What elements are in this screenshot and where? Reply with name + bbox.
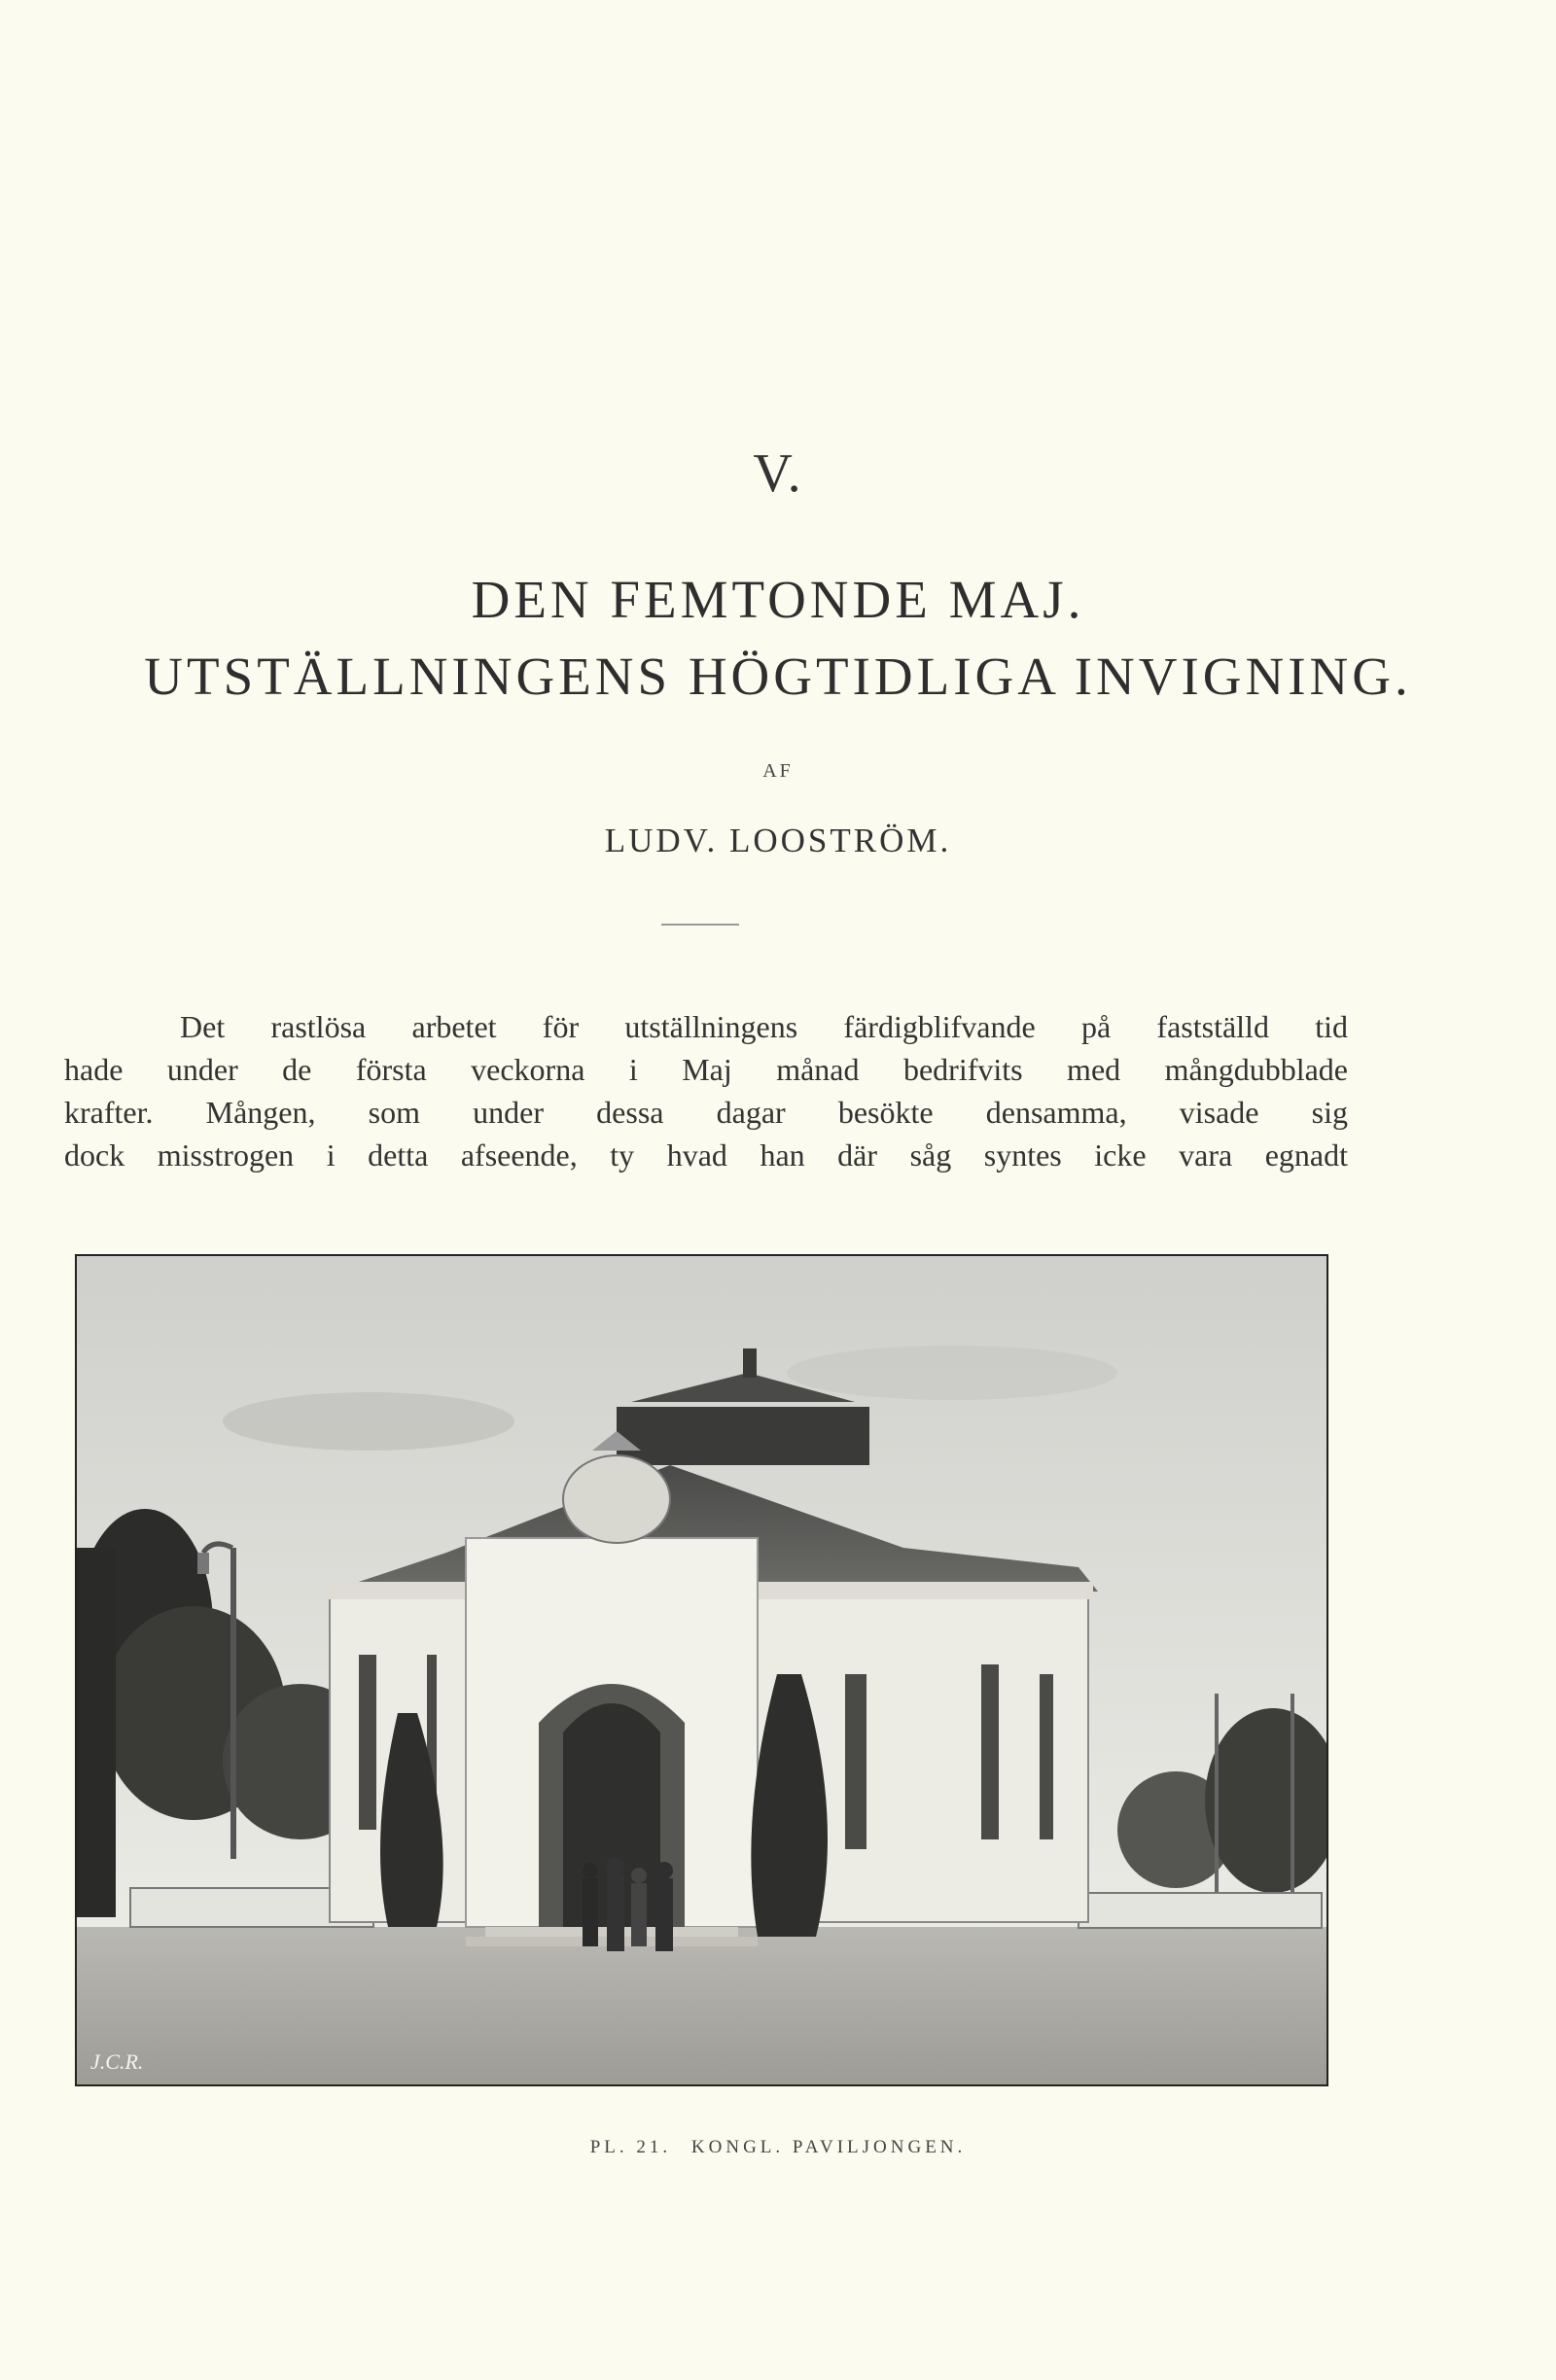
plate-label: PL. 21. xyxy=(589,2137,672,2157)
chapter-title-line-1: DEN FEMTONDE MAJ. xyxy=(471,570,1085,629)
plaza-ground xyxy=(77,1927,1326,2084)
paragraph-line: Det rastlösa arbetet för utställningens färdigblifvande på fastställd tid xyxy=(180,1009,1348,1044)
artist-monogram: J.C.R. xyxy=(90,2049,144,2074)
paragraph-line: dock misstrogen i detta afseende, ty hvad han där såg syntes icke vara egnadt xyxy=(64,1138,1348,1172)
section-divider xyxy=(661,924,739,926)
byline-prefix: AF xyxy=(762,760,794,782)
body-paragraph xyxy=(64,1005,1348,1176)
plate-caption xyxy=(0,2137,1556,2158)
author-name: LUDV. LOOSTRÖM. xyxy=(604,822,952,859)
paragraph-line: krafter. Mången, som under dessa dagar besökte densamma, visade sig xyxy=(64,1095,1348,1130)
pavilion-photograph xyxy=(75,1254,1328,2086)
plate-subject: KONGL. PAVILJONGEN. xyxy=(690,2137,967,2157)
chapter-title-line-2: UTSTÄLLNINGENS HÖGTIDLIGA INVIGNING. xyxy=(144,647,1412,706)
pavilion-illustration xyxy=(77,1256,1326,2084)
paragraph-line: hade under de första veckorna i Maj månad bedrifvits med mångdubblade xyxy=(64,1052,1348,1087)
chapter-number: V. xyxy=(753,443,803,504)
